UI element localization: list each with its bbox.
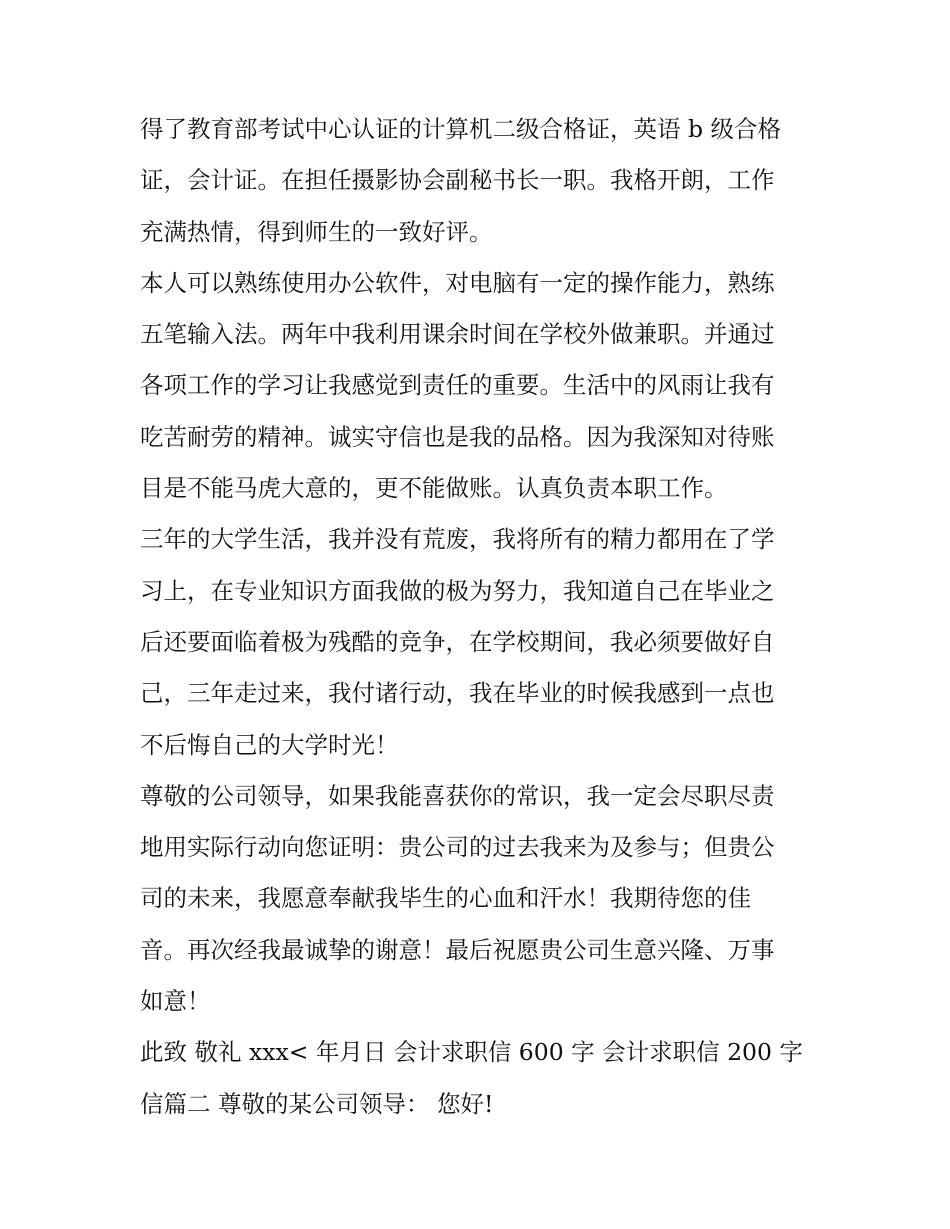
text-line: 吃苦耐劳的精神。诚实守信也是我的品格。因为我深知对待账	[140, 422, 775, 451]
text-line: 司的未来，我愿意奉献我毕生的心血和汗水！我期待您的佳	[140, 884, 751, 913]
text-line: 各项工作的学习让我感觉到责任的重要。生活中的风雨让我有	[140, 371, 775, 400]
paragraph-certificates	[140, 104, 812, 258]
text-line: 此致 敬礼 xxx< 年月日 会计求职信 600 字 会计求职信 200 字	[140, 1038, 803, 1067]
text-line: 信篇二 尊敬的某公司领导： 您好!	[140, 1089, 494, 1118]
text-line: 五笔输入法。两年中我利用课余时间在学校外做兼职。并通过	[140, 320, 775, 349]
text-line: 本人可以熟练使用办公软件，对电脑有一定的操作能力，熟练	[140, 268, 775, 297]
paragraph-closing	[140, 771, 812, 1027]
text-line: 不后悔自己的大学时光！	[140, 730, 399, 759]
paragraph-salutation	[140, 1027, 812, 1130]
text-line: 音。再次经我最诚挚的谢意！最后祝愿贵公司生意兴隆、万事	[140, 935, 775, 964]
text-line: 习上，在专业知识方面我做的极为努力，我知道自己在毕业之	[140, 576, 775, 605]
document-body	[140, 104, 812, 1130]
text-line: 证，会计证。在担任摄影协会副秘书长一职。我格开朗，工作	[140, 166, 775, 195]
text-line: 三年的大学生活，我并没有荒废，我将所有的精力都用在了学	[140, 525, 775, 554]
text-line: 得了教育部考试中心认证的计算机二级合格证，英语 b 级合格	[140, 115, 781, 143]
text-line: 后还要面临着极为残酷的竞争，在学校期间，我必须要做好自	[140, 627, 775, 656]
text-line: 地用实际行动向您证明：贵公司的过去我来为及参与；但贵公	[140, 833, 775, 862]
paragraph-skills	[140, 258, 812, 514]
text-line: 尊敬的公司领导，如果我能喜获你的常识，我一定会尽职尽责	[140, 781, 775, 810]
text-line: 如意！	[140, 987, 211, 1016]
text-line: 己，三年走过来，我付诸行动，我在毕业的时候我感到一点也	[140, 679, 775, 708]
text-line: 目是不能马虎大意的，更不能做账。认真负责本职工作。	[140, 474, 728, 503]
text-line: 充满热情，得到师生的一致好评。	[140, 217, 493, 246]
paragraph-university-life	[140, 514, 812, 770]
